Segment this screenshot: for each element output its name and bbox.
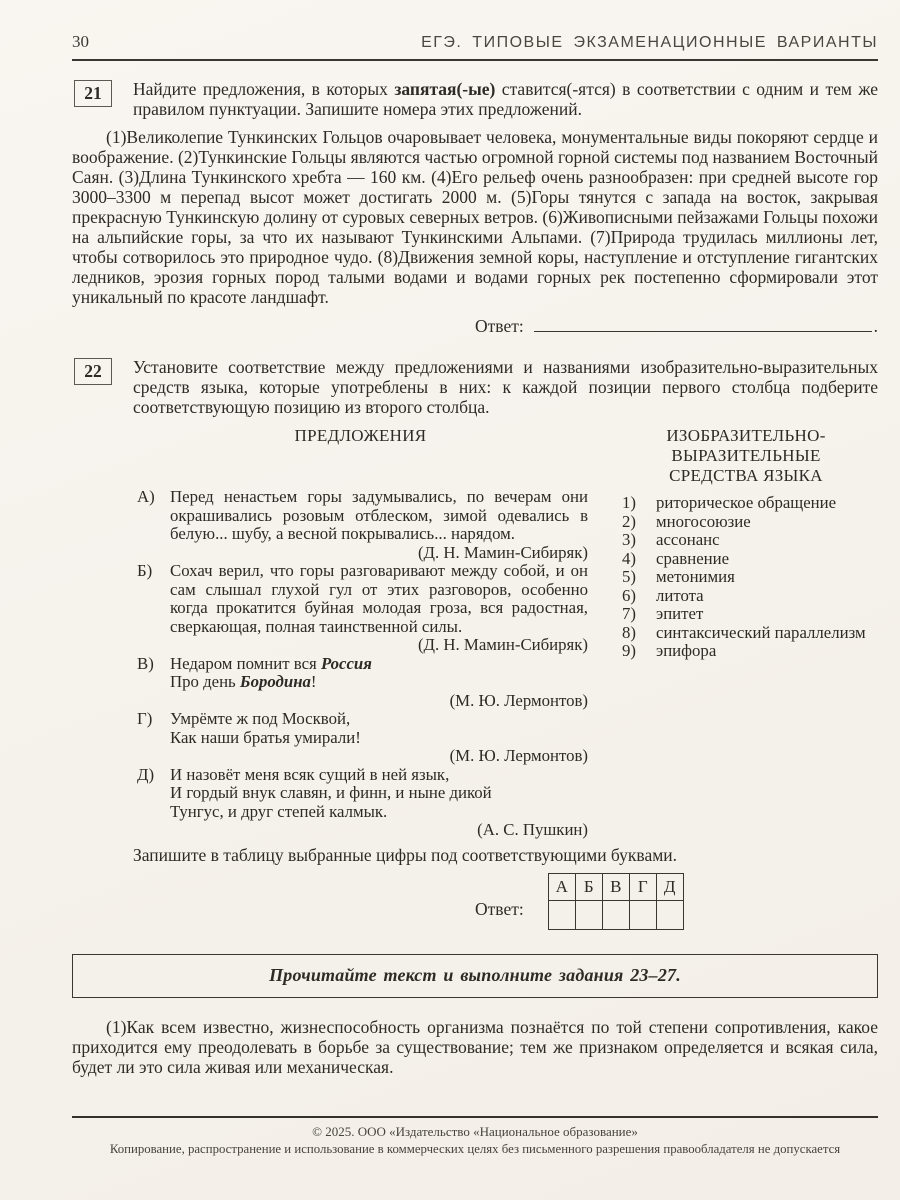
task22-item	[133, 766, 588, 840]
task21-passage: (1)Великолепие Тункинских Гольцов очаровывает человека, монументальные виды покоряют сердце и воображение. (2)Тункинские Гольцы являются частью огромной горной системы под названием Восточный Саян. (3)Длина Тункинского хребта — 160 км. (4)Его рельеф очень разнообразен: при средней высоте гор 3000–3300 м перепад высот может достигать 2000 м. (5)Горы тянутся с запада на восток, закрывая прекрасную Тункинскую долину от суровых северных ветров. (6)Живописными пейзажами Гольцы похожи на альпийские горы, за что их называют Тункинскими Альпами. (7)Природа трудилась миллионы лет, чтобы сотворилось это природное чудо. (8)Движения земной коры, наступление и отступление гигантских ледников, эрозия горных пород талыми водами и водами горных рек постепенно сформировали этот уникальный по красоте ландшафт.	[72, 127, 878, 307]
item-letter: Г)	[137, 709, 153, 728]
task22-option	[620, 550, 872, 569]
answer-table-letter: Г	[629, 873, 656, 900]
left-column-header: ПРЕДЛОЖЕНИЯ	[294, 426, 427, 445]
task22-option	[620, 624, 872, 643]
verse-segment: Умрёмте ж под Москвой,	[170, 709, 351, 728]
option-number: 7)	[622, 604, 636, 623]
item-attribution: (М. Ю. Лермонтов)	[449, 690, 588, 710]
task22-number: 22	[84, 361, 102, 381]
option-number: 5)	[622, 567, 636, 586]
verse-segment: !	[310, 672, 317, 691]
task-21	[72, 79, 878, 119]
task22-item	[133, 710, 588, 766]
answer-table-cell	[575, 900, 602, 929]
task22-option	[620, 494, 872, 513]
answer-table-letter: Б	[575, 873, 602, 900]
option-label: риторическое обращение	[656, 493, 837, 512]
item-verse	[170, 766, 588, 822]
option-label: метонимия	[656, 567, 735, 586]
option-label: сравнение	[656, 548, 730, 568]
item-attribution: (Д. Н. Мамин-Сибиряк)	[417, 542, 588, 562]
footer-copyright: © 2025. ООО «Издательство «Национальное образование»	[312, 1124, 638, 1139]
task22-item	[133, 655, 588, 711]
task22-options	[620, 494, 872, 661]
task22-answer-label: Ответ:	[475, 898, 524, 919]
answer-table-letter: Д	[656, 873, 683, 900]
answer-table-cell	[656, 900, 683, 929]
task21-answer-label: Ответ:	[475, 316, 524, 336]
task22-option	[620, 587, 872, 606]
task22-left-column	[133, 426, 588, 840]
right-header-line-1: ИЗОБРАЗИТЕЛЬНО-	[666, 426, 826, 445]
answer-table	[548, 873, 684, 930]
task22-answer-row	[475, 873, 878, 930]
answer-table-letters-row	[548, 873, 683, 900]
verse-line	[170, 729, 588, 748]
item-attribution: (А. С. Пушкин)	[477, 820, 588, 839]
task22-option	[620, 605, 872, 624]
task22-write-instruction: Запишите в таблицу выбранные цифры под соответствующими буквами.	[133, 844, 678, 865]
verse-line	[170, 710, 588, 729]
task22-right-column	[620, 426, 872, 840]
task21-answer-row	[475, 314, 878, 336]
right-header-line-2: ВЫРАЗИТЕЛЬНЫЕ	[671, 446, 821, 465]
item-attribution: (Д. Н. Мамин-Сибиряк)	[417, 635, 588, 654]
page-number: 30	[72, 32, 89, 51]
item-letter: Д)	[137, 764, 155, 784]
verse-segment: И гордый внук славян, и финн, и ныне дикой	[170, 783, 492, 802]
answer-table-blank-row	[548, 900, 683, 929]
task21-answer-blank	[534, 314, 872, 332]
option-label: ассонанс	[656, 530, 720, 549]
item-letter: А)	[137, 487, 155, 506]
task22-number-box	[74, 358, 112, 385]
answer-table-letter: А	[548, 873, 575, 900]
task21-prompt-bold: запятая(-ые)	[394, 79, 496, 99]
task22-option	[620, 513, 872, 532]
verse-segment: Тунгус, и друг степей калмык.	[170, 801, 388, 821]
header-title: ЕГЭ. ТИПОВЫЕ ЭКЗАМЕНАЦИОННЫЕ ВАРИАНТЫ	[421, 34, 878, 51]
task22-columns	[133, 426, 878, 840]
task22-option	[620, 531, 872, 550]
verse-segment: Как наши братья умирали!	[170, 727, 361, 747]
page-footer	[72, 1116, 878, 1157]
verse-line	[170, 784, 588, 803]
item-quote-text: Сохач верил, что горы разговаривают между собой, и он сам слышал глухой гул от этих разговоров, особенно когда прокатится буйная молодая гроза, вся радостная, сверкающая, полная таинственной силы.	[170, 561, 588, 636]
item-verse	[170, 655, 588, 692]
item-attribution: (М. Ю. Лермонтов)	[449, 746, 588, 765]
option-number: 3)	[622, 530, 636, 549]
verse-line	[170, 673, 588, 692]
option-number: 2)	[622, 511, 636, 531]
task21-number-box	[74, 80, 112, 107]
option-label: эпифора	[656, 641, 717, 660]
task21-prompt-before: Найдите предложения, в которых	[133, 79, 395, 99]
read-text-instruction: Прочитайте текст и выполните задания 23–27.	[269, 965, 681, 985]
option-number: 9)	[622, 641, 636, 660]
read-text-box	[72, 954, 878, 998]
verse-segment: Бородина	[239, 672, 311, 691]
option-label: эпитет	[656, 604, 704, 623]
verse-segment: И назовёт меня всяк сущий в ней язык,	[170, 764, 450, 784]
option-number: 6)	[622, 585, 636, 605]
page-content	[72, 0, 878, 1077]
task21-answer-period: .	[873, 316, 878, 336]
task-22	[72, 357, 878, 417]
verse-segment: Про день	[170, 672, 240, 691]
right-header-line-3: СРЕДСТВА ЯЗЫКА	[669, 466, 823, 485]
task22-option	[620, 568, 872, 587]
item-letter: Б)	[137, 561, 153, 580]
verse-line	[170, 655, 588, 674]
item-letter: В)	[137, 653, 154, 673]
task21-number: 21	[84, 83, 102, 103]
verse-segment: Недаром помнит вся	[170, 653, 321, 673]
option-number: 4)	[622, 548, 636, 568]
option-label: литота	[656, 585, 704, 605]
item-verse	[170, 710, 588, 747]
task22-items	[133, 488, 588, 840]
right-column-header	[620, 426, 872, 486]
option-number: 8)	[622, 622, 636, 642]
task21-prompt-after: ставится(-ятся) в соответствии с одним и тем же правилом пунктуации. Запишите номера этих предложений.	[133, 79, 878, 119]
verse-line	[170, 803, 588, 822]
option-label: многосоюзие	[656, 511, 751, 531]
answer-table-cell	[629, 900, 656, 929]
option-number: 1)	[622, 493, 636, 512]
task22-item	[133, 488, 588, 562]
reading-passage: (1)Как всем известно, жизнеспособность организма познаётся по той степени сопротивления, какое приходится ему преодолевать в борьбе за существование; тем же признаком определяется и всякая сила, будет ли это сила живая или механическая.	[72, 1016, 878, 1077]
footer-notice: Копирование, распространение и использование в коммерческих целях без письменного разрешения правообладателя не допускается	[109, 1142, 841, 1156]
answer-table-letter: В	[602, 873, 629, 900]
task22-prompt: Установите соответствие между предложениями и названиями изобразительно-выразительных средств языка, которые употреблены в них: к каждой позиции первого столбца подберите соответствующую позицию из второго столбца.	[133, 357, 878, 417]
verse-segment: Россия	[320, 653, 372, 673]
answer-table-cell	[602, 900, 629, 929]
option-label: синтаксический параллелизм	[656, 622, 866, 642]
task22-item	[133, 562, 588, 655]
task22-option	[620, 642, 872, 661]
page-header	[72, 0, 878, 61]
verse-line	[170, 766, 588, 785]
item-quote-text: Перед ненастьем горы задумывались, по вечерам они окрашивались розовым отблеском, зимой одевались в белую... шубу, а весной покрывались... нарядом.	[170, 487, 588, 543]
answer-table-cell	[548, 900, 575, 929]
task21-prompt	[133, 79, 878, 119]
